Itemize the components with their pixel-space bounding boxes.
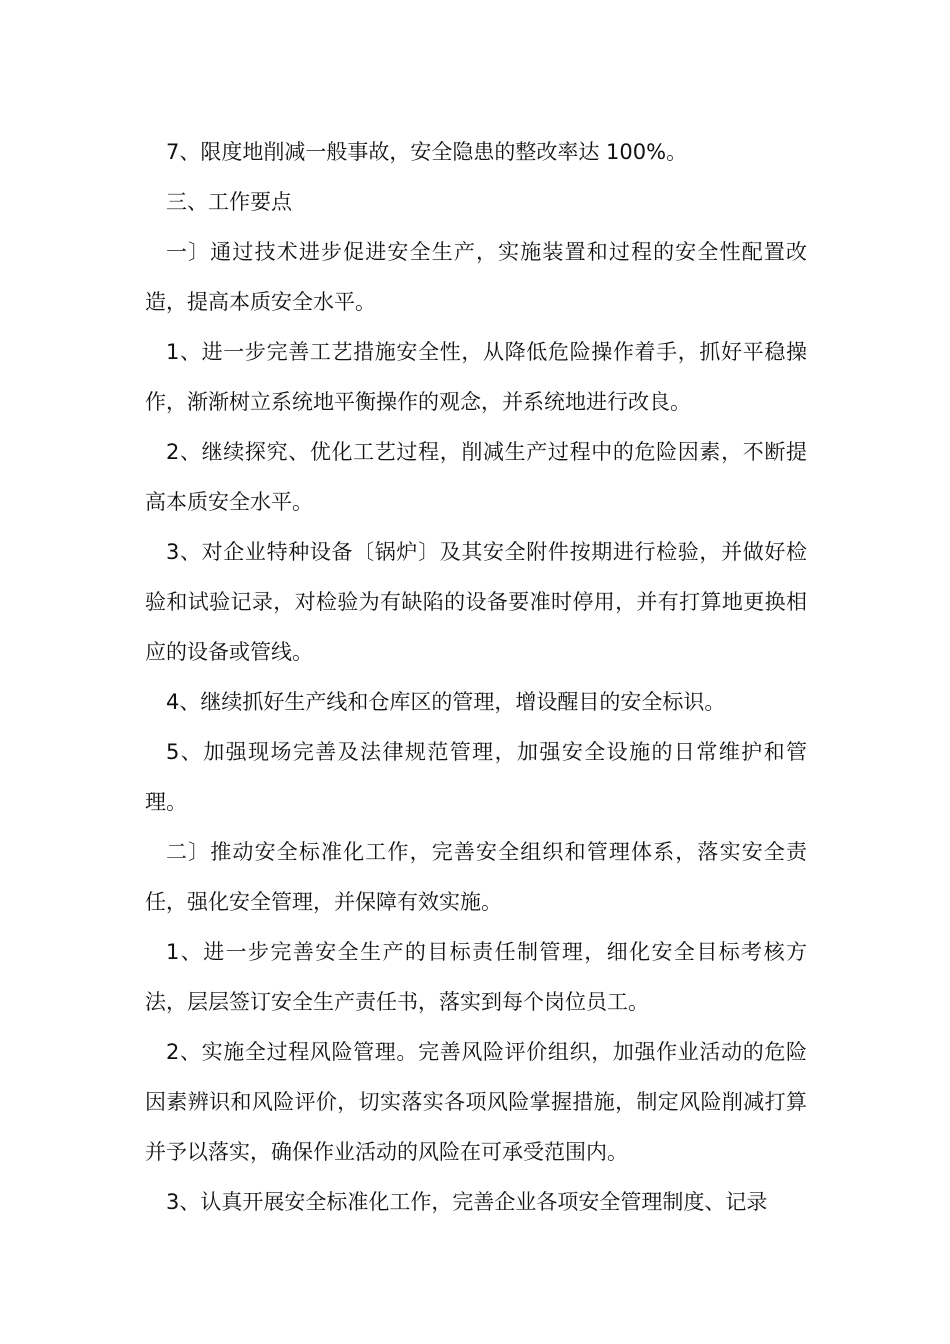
paragraph-item-1-b: 1、进一步完善安全生产的目标责任制管理，细化安全目标考核方法，层层签订安全生产责任书，落实到每个岗位员工。 <box>145 940 807 1014</box>
paragraph-item-2: 2、继续探究、优化工艺过程，削减生产过程中的危险因素，不断提高本质安全水平。 <box>145 440 807 514</box>
paragraph-item-5: 5、加强现场完善及法律规范管理，加强安全设施的日常维护和管理。 <box>145 740 807 814</box>
paragraph-item-1: 1、进一步完善工艺措施安全性，从降低危险操作着手，抓好平稳操作，渐渐树立系统地平衡操作的观念，并系统地进行改良。 <box>145 340 807 414</box>
subsection-heading-1: 一〕通过技术进步促进安全生产，实施装置和过程的安全性配置改造，提高本质安全水平。 <box>145 240 807 314</box>
paragraph-item-2-b: 2、实施全过程风险管理。完善风险评价组织，加强作业活动的危险因素辨识和风险评价，切实落实各项风险掌握措施，制定风险削减打算并予以落实，确保作业活动的风险在可承受范围内。 <box>145 1040 807 1164</box>
section-heading-work-points: 三、工作要点 <box>166 190 292 214</box>
subsection-heading-2: 二〕推动安全标准化工作，完善安全组织和管理体系，落实安全责任，强化安全管理，并保障有效实施。 <box>145 840 807 914</box>
paragraph-item-3: 3、对企业特种设备〔锅炉〕及其安全附件按期进行检验，并做好检验和试验记录，对检验为有缺陷的设备要准时停用，并有打算地更换相应的设备或管线。 <box>145 540 807 664</box>
document-page <box>145 127 807 1227</box>
paragraph-target-item-7: 7、限度地削减一般事故，安全隐患的整改率达 100%。 <box>166 140 688 164</box>
paragraph-item-3-b: 3、认真开展安全标准化工作，完善企业各项安全管理制度、记录 <box>166 1190 768 1214</box>
paragraph-item-4: 4、继续抓好生产线和仓库区的管理，增设醒目的安全标识。 <box>166 690 726 714</box>
